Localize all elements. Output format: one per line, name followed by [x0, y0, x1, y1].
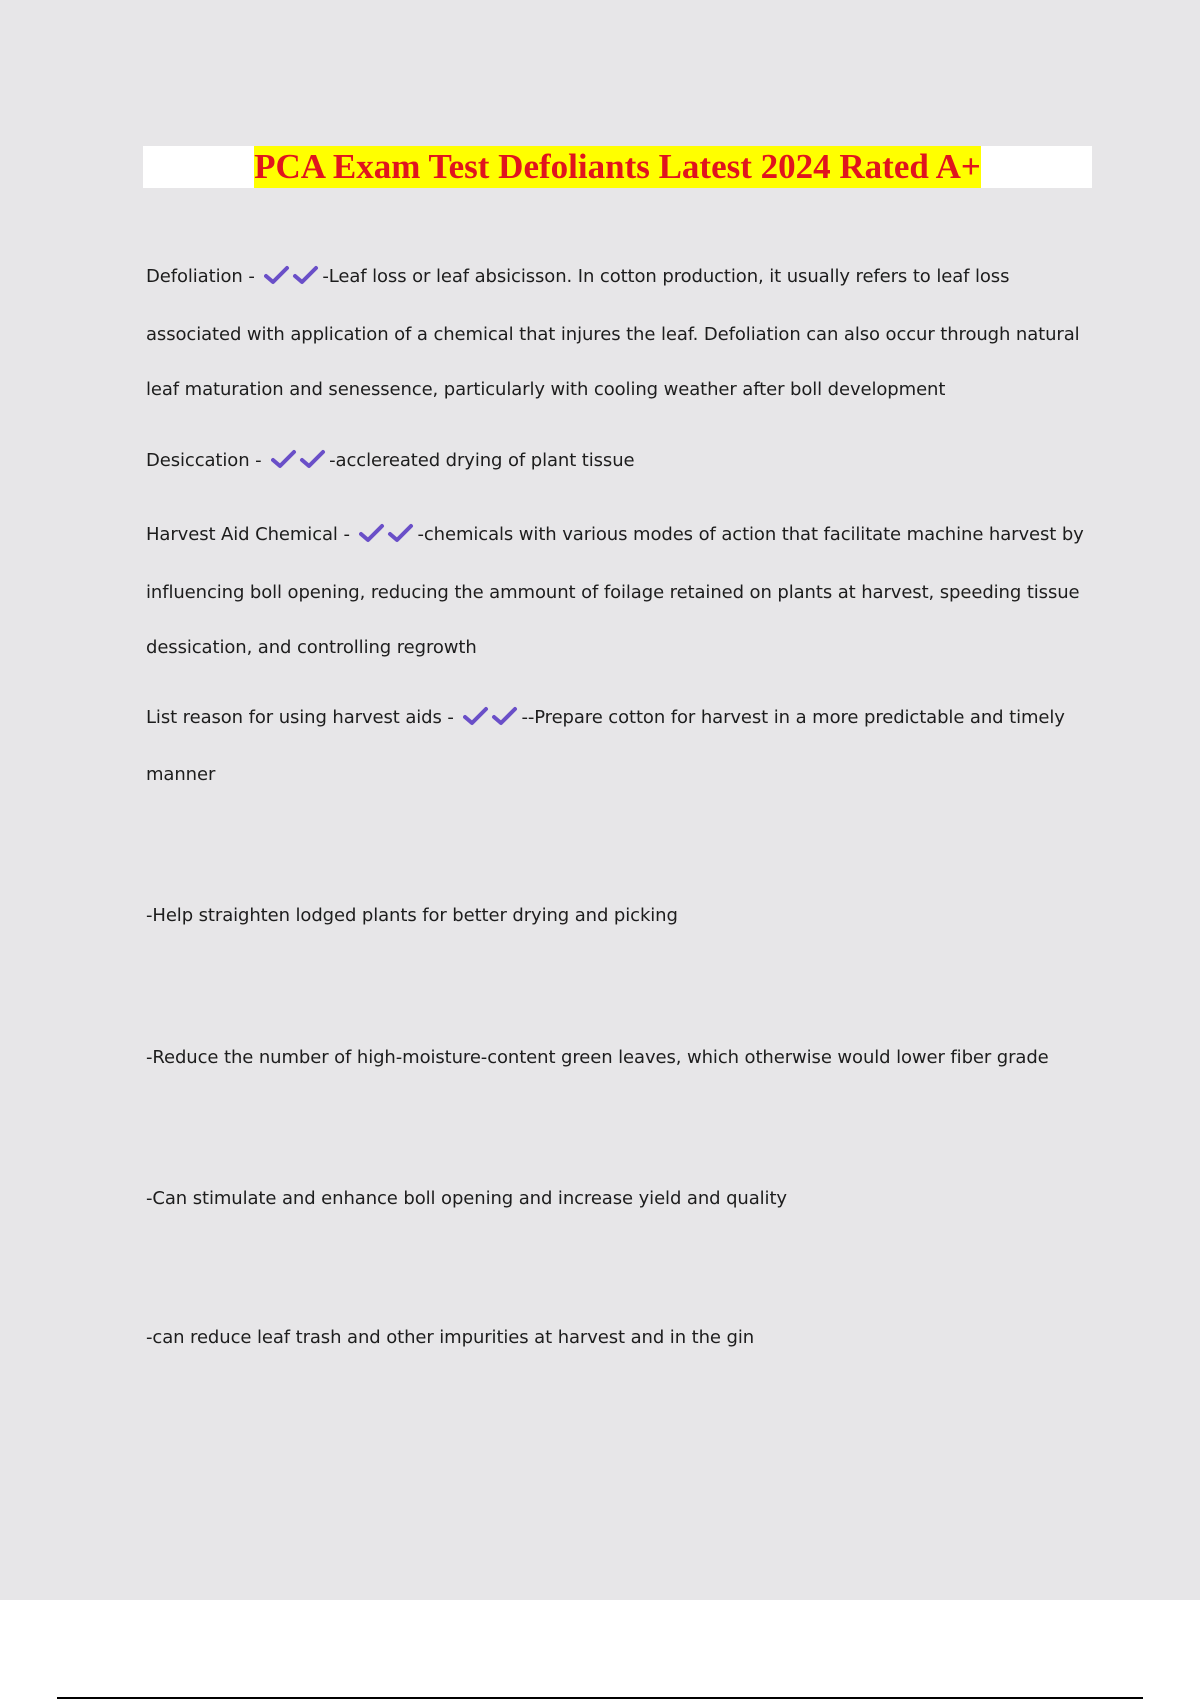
- document-title: PCA Exam Test Defoliants Latest 2024 Rated A+: [254, 147, 981, 186]
- reason-item: -Can stimulate and enhance boll opening and increase yield and quality: [146, 1188, 787, 1209]
- double-check-icon: [463, 694, 519, 748]
- entry-defoliation: [146, 249, 1086, 417]
- entry-definition: --Prepare cotton for harvest in a more predictable and timely manner: [146, 707, 1065, 785]
- reason-item: -Help straighten lodged plants for better drying and picking: [146, 905, 678, 926]
- double-check-icon: [359, 510, 415, 565]
- entry-term: Defoliation -: [146, 266, 261, 287]
- entry-term: Desiccation -: [146, 450, 268, 471]
- reason-item: -can reduce leaf trash and other impurities at harvest and in the gin: [146, 1327, 755, 1348]
- entry-term: Harvest Aid Chemical -: [146, 524, 356, 545]
- entry-harvest-aid-reasons: [146, 691, 1086, 802]
- entry-definition: -Leaf loss or leaf absicisson. In cotton production, it usually refers to leaf loss associated with application of a chemical that injures the leaf. Defoliation can also occur through natural leaf maturation and senessence, particularly with cooling weather after boll development: [146, 266, 1080, 400]
- reason-item: -Reduce the number of high-moisture-content green leaves, which otherwise would lower fiber grade: [146, 1047, 1049, 1068]
- entry-definition: -acclereated drying of plant tissue: [329, 450, 635, 471]
- double-check-icon: [264, 252, 320, 307]
- title-bar: [143, 146, 1092, 188]
- entry-definition: -chemicals with various modes of action that facilitate machine harvest by influencing boll opening, reducing the ammount of foilage retained on plants at harvest, speeding tissue dessication, and controlling regrowth: [146, 524, 1084, 658]
- entry-term: List reason for using harvest aids -: [146, 707, 460, 728]
- double-check-icon: [271, 436, 327, 491]
- entry-harvest-aid-chemical: [146, 507, 1086, 675]
- entry-desiccation: [146, 433, 1086, 491]
- footer-divider: [57, 1697, 1143, 1699]
